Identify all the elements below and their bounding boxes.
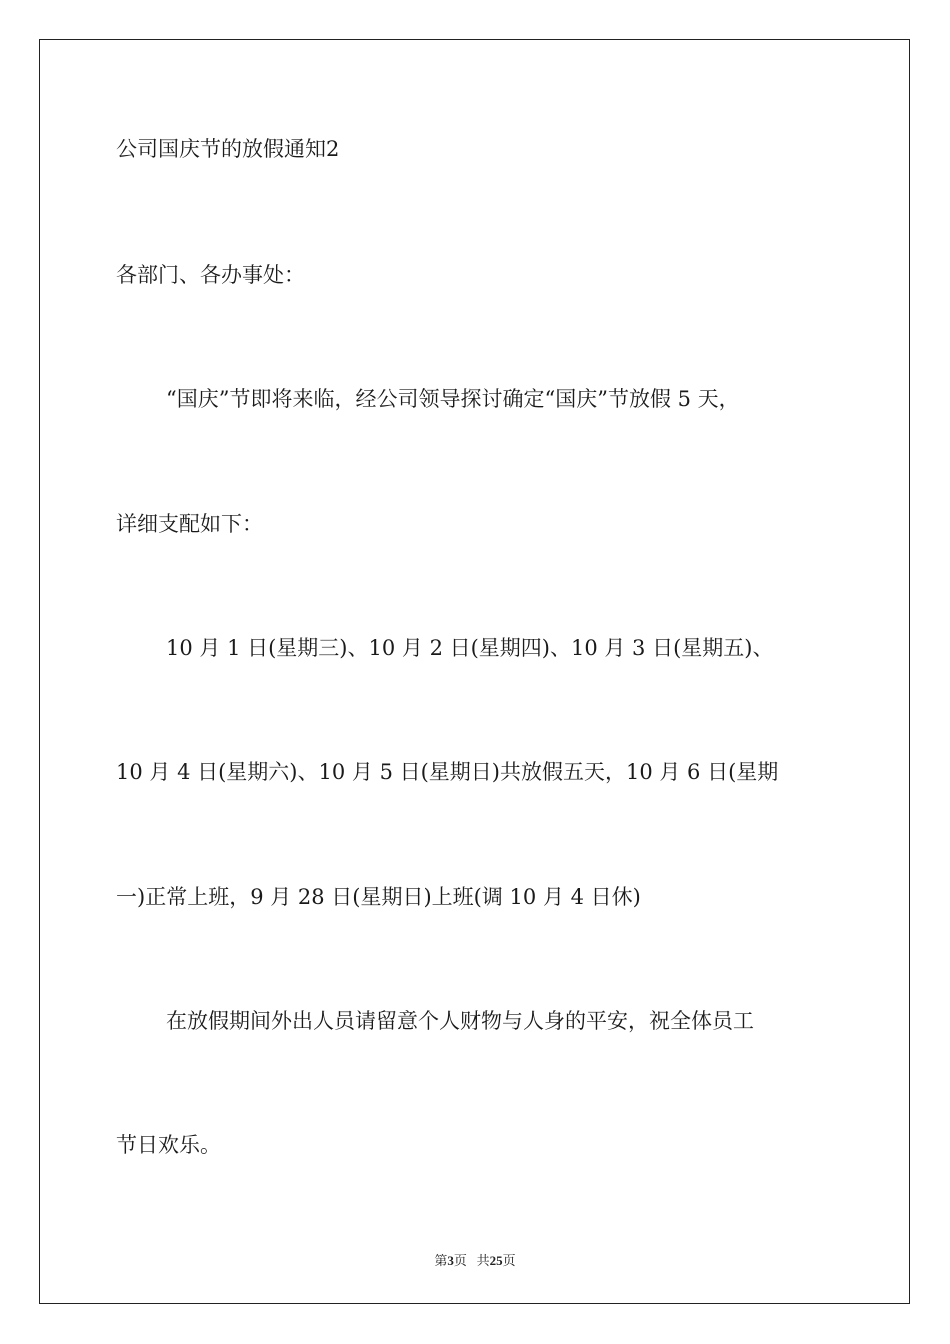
footer-page-number: 3 — [447, 1253, 454, 1268]
footer-page-suffix: 页 — [453, 1253, 467, 1268]
paragraph-line-4: 10 月 4 日(星期六)、10 月 5 日(星期日)共放假五天，10 月 6 日(星期 — [116, 760, 779, 784]
footer-page-prefix: 第 — [434, 1253, 448, 1268]
paragraph-line-3: 10 月 1 日(星期三)、10 月 2 日(星期四)、10 月 3 日(星期五)、 — [166, 636, 774, 660]
page-footer — [0, 1250, 950, 1269]
paragraph-line-5: 一)正常上班，9 月 28 日(星期日)上班(调 10 月 4 日休) — [116, 885, 641, 909]
page-border — [39, 39, 910, 1304]
paragraph-line-7: 节日欢乐。 — [116, 1133, 221, 1157]
salutation: 各部门、各办事处： — [116, 263, 305, 287]
paragraph-line-6: 在放假期间外出人员请留意个人财物与人身的平安，祝全体员工 — [166, 1009, 754, 1033]
paragraph-line-2: 详细支配如下： — [116, 512, 263, 536]
paragraph-line-1: “国庆”节即将来临，经公司领导探讨确定“国庆”节放假 5 天， — [166, 387, 740, 411]
document-title: 公司国庆节的放假通知2 — [116, 137, 340, 161]
footer-total-pages: 25 — [489, 1253, 503, 1268]
footer-total-prefix: 共 — [476, 1253, 490, 1268]
footer-total-suffix: 页 — [502, 1253, 516, 1268]
